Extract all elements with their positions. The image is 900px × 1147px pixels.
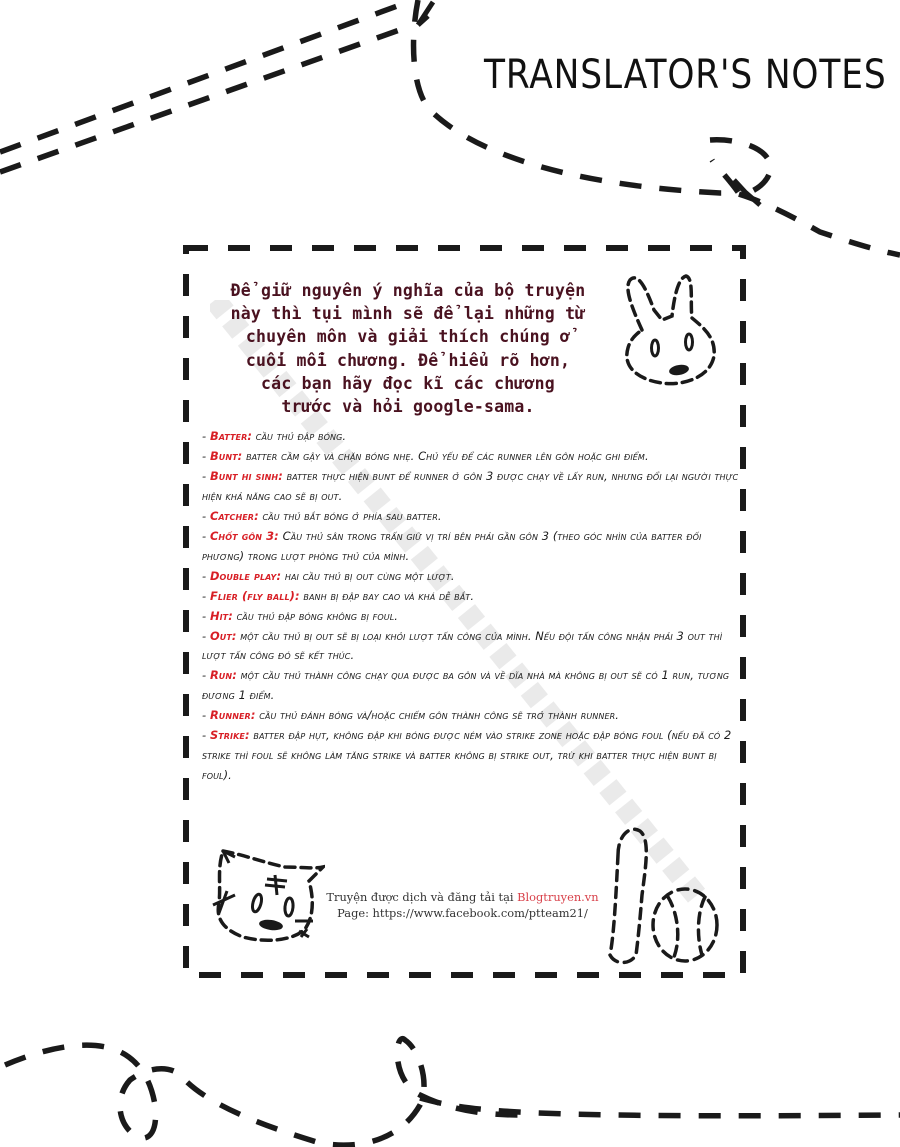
glossary-term: Hit: — [209, 608, 233, 623]
glossary-entry-double-play: - Double play: hai cầu thủ bị out cùng một lượt. — [202, 568, 455, 583]
intro-line: Để giữ nguyên ý nghĩa của bộ truyện — [230, 281, 586, 300]
glossary-entry-bunt: - Bunt: batter cầm gậy và chặn bóng nhẹ. Chủ yếu để các runner lên gôn hoặc ghi điểm. — [202, 448, 649, 463]
intro-line: các bạn hãy đọc kĩ các chương — [261, 373, 555, 393]
glossary-definition: batter thực hiện bunt để runner ở gôn 3 được chạy về lấy run, nhưng đổi lại người thực hiện khả năng cao sẽ bị out. — [202, 468, 739, 503]
glossary-term: Double play: — [209, 568, 282, 583]
glossary-entry-hit: - Hit: cầu thủ đập bóng không bị foul. — [202, 608, 398, 623]
glossary-term: Out: — [209, 628, 237, 643]
intro-line: chuyên môn và giải thích chúng ở — [245, 327, 571, 347]
glossary-entry-catcher: - Catcher: cầu thủ bắt bóng ở phía sau batter. — [202, 508, 442, 523]
dashed-line-lower — [0, 28, 405, 172]
glossary-term: Run: — [209, 668, 237, 683]
intro-line: cuối mỗi chương. Để hiểu rõ hơn, — [245, 350, 571, 370]
credit-line-1 — [320, 889, 605, 905]
glossary-term: Strike: — [209, 728, 250, 743]
glossary-entry-flier: - Flier (fly ball): banh bị đập bay cao và khá dễ bắt. — [202, 588, 475, 603]
glossary-term: Bunt: — [209, 448, 243, 463]
ball-outline — [653, 889, 717, 961]
glossary-entry-batter: - Batter: cầu thủ đập bóng. — [202, 429, 347, 443]
glossary-definition: cầu thủ đập bóng. — [255, 429, 347, 443]
glossary-term: Chốt gôn 3: — [209, 528, 279, 543]
page-title: TRANSLATOR'S NOTES — [484, 52, 887, 98]
glossary-definition: batter đập hụt, không đập khi bóng được ném vào strike zone hoặc đập bóng foul (nếu đã có 2 strike thì foul sẽ không làm tăng strike và batter không bị strike out, trừ khi batter thực hiện bunt bị foul). — [202, 728, 732, 783]
intro-paragraph — [208, 279, 608, 418]
glossary-definition: hai cầu thủ bị out cùng một lượt. — [284, 568, 455, 583]
glossary-definition: một cầu thủ thành công chạy qua được ba gôn và về dĩa nhà mà không bị out sẽ có 1 run, tương đương 1 điểm. — [202, 668, 730, 703]
glossary-entry-run: - Run: một cầu thủ thành công chạy qua được ba gôn và về dĩa nhà mà không bị out sẽ có 1 run, tương đương 1 điểm. — [202, 668, 730, 703]
dashed-swoop-top — [414, 0, 900, 255]
intro-line: này thì tụi mình sẽ để lại những từ — [230, 304, 586, 324]
glossary-entry-chot-gon-3: - Chốt gôn 3: Cầu thủ sân trong trấn giữ vị trí bên phải gần gôn 3 (theo góc nhìn của batter đối phương) trong lượt phòng thủ của mình. — [202, 528, 702, 563]
intro-line: trước và hỏi google-sama. — [281, 397, 535, 417]
glossary-entry-out: - Out: một cầu thủ bị out sẽ bị loại khỏi lượt tấn công của mình. Nếu đội tấn công nhận phải 3 out thì lượt tấn công đó sẽ kết thúc. — [202, 628, 723, 663]
rabbit-doodle-icon — [612, 268, 742, 393]
dashed-wave-bottom — [5, 1039, 520, 1145]
credit-site-link[interactable]: Blogtruyen.vn — [517, 890, 599, 904]
glossary-definition: cầu thủ bắt bóng ở phía sau batter. — [262, 508, 442, 523]
glossary-definition: Cầu thủ sân trong trấn giữ vị trí bên phải gần gôn 3 (theo góc nhìn của batter đối phương) trong lượt phòng thủ của mình. — [202, 528, 702, 563]
credit-prefix: Truyện được dịch và đăng tải tại — [326, 890, 518, 904]
glossary-definition: cầu thủ đập bóng không bị foul. — [236, 608, 398, 623]
glossary-term: Catcher: — [209, 508, 259, 523]
credit-block — [320, 889, 605, 921]
glossary-term: Batter: — [209, 429, 253, 443]
credit-facebook-link[interactable]: Page: https://www.facebook.com/ptteam21/ — [337, 906, 588, 920]
glossary-entry-runner: - Runner: cầu thủ đánh bóng và/hoặc chiếm gôn thành công sẽ trở thành runner. — [202, 708, 620, 723]
glossary-entry-strike: - Strike: batter đập hụt, không đập khi bóng được ném vào strike zone hoặc đập bóng foul (nếu đã có 2 strike thì foul sẽ không làm tăng strike và batter không bị strike out, trừ khi batter thực hiện bunt bị foul). — [202, 728, 732, 783]
dashed-wave-tail — [420, 1098, 900, 1116]
baseball-bat-ball-doodle-icon — [600, 825, 740, 970]
glossary-list — [202, 427, 742, 786]
glossary-term: Flier (fly ball): — [209, 588, 300, 603]
glossary-definition: banh bị đập bay cao và khá dễ bắt. — [303, 588, 475, 603]
dashed-line-upper — [0, 5, 400, 152]
arrowhead-right — [734, 180, 760, 205]
dashed-loop-right — [710, 140, 770, 195]
cat-doodle-icon — [205, 845, 325, 945]
glossary-term: Runner: — [209, 708, 256, 723]
glossary-definition: batter cầm gậy và chặn bóng nhẹ. Chủ yếu để các runner lên gôn hoặc ghi điểm. — [246, 448, 649, 463]
bat-outline — [610, 829, 646, 962]
glossary-entry-bunt-hi-sinh: - Bunt hi sinh: batter thực hiện bunt để runner ở gôn 3 được chạy về lấy run, nhưng đổi lại người thực hiện khả năng cao sẽ bị out. — [202, 468, 739, 503]
arrowhead-top — [418, 2, 433, 25]
glossary-definition: cầu thủ đánh bóng và/hoặc chiếm gôn thành công sẽ trở thành runner. — [259, 708, 620, 723]
glossary-term: Bunt hi sinh: — [209, 468, 283, 483]
glossary-definition: một cầu thủ bị out sẽ bị loại khỏi lượt tấn công của mình. Nếu đội tấn công nhận phải 3 out thì lượt tấn công đó sẽ kết thúc. — [202, 628, 723, 663]
